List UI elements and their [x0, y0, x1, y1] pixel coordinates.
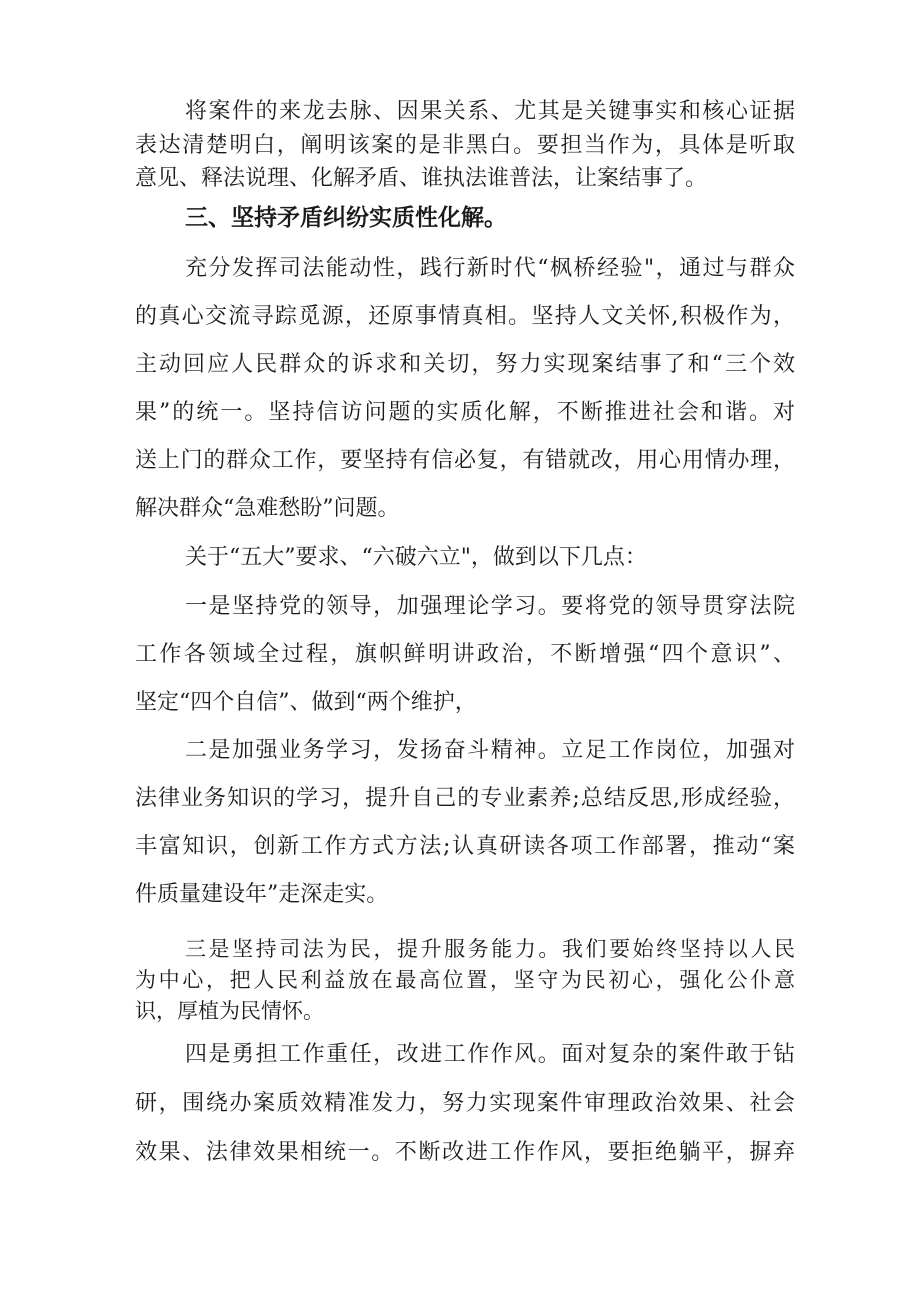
para6-line-2: 为中心，把人民利益放在最高位置，坚守为民初心，强化公仆意: [135, 968, 795, 992]
para2-line-1: 充分发挥司法能动性，践行新时代“枫桥经验"，通过与群众: [185, 256, 795, 281]
para7-line-3: 效果、法律效果相统一。不断改进工作作风，要拒绝躺平，摒弃: [135, 1140, 795, 1165]
para2-line-5: 送上门的群众工作，要坚持有信必复，有错就改，用心用情办理，: [135, 448, 795, 473]
para6-line-1: 三是坚持司法为民，提升服务能力。我们要始终坚持以人民: [185, 937, 795, 961]
para4-line-3: 坚定“四个自信”、做到“两个维护，: [135, 690, 477, 715]
para2-line-2: 的真心交流寻踪觅源，还原事情真相。坚持人文关怀,积极作为，: [135, 304, 795, 329]
para4-line-1: 一是坚持党的领导，加强理论学习。要将党的领导贯穿法院: [185, 594, 795, 619]
section-heading-3: 三、坚持矛盾纠纷实质性化解。: [185, 205, 507, 231]
para2-line-4: 果”的统一。坚持信访问题的实质化解，不断推进社会和谐。对: [135, 400, 795, 425]
para5-line-2: 法律业务知识的学习，提升自己的专业素养;总结反思,形成经验，: [135, 786, 795, 811]
para7-line-1: 四是勇担工作重任，改进工作作风。面对复杂的案件敢于钻: [185, 1042, 795, 1067]
para5-line-4: 件质量建设年”走深走实。: [135, 882, 389, 907]
para5-line-3: 丰富知识，创新工作方式方法;认真研读各项工作部署，推动“案: [135, 834, 795, 859]
para1-line-2: 表达清楚明白，阐明该案的是非黑白。要担当作为，具体是听取: [135, 133, 795, 158]
para2-line-6: 解决群众“急难愁盼”问题。: [135, 496, 400, 521]
para3-line-1: 关于“五大”要求、“六破六立"，做到以下几点：: [185, 545, 647, 570]
para7-line-2: 研，围绕办案质效精准发力，努力实现案件审理政治效果、社会: [135, 1091, 795, 1116]
para4-line-2: 工作各领域全过程，旗帜鲜明讲政治，不断增强“四个意识”、: [135, 642, 795, 667]
para5-line-1: 二是加强业务学习，发扬奋斗精神。立足工作岗位，加强对: [185, 738, 795, 763]
para2-line-3: 主动回应人民群众的诉求和关切，努力实现案结事了和“三个效: [135, 352, 795, 377]
para1-line-3: 意见、释法说理、化解矛盾、谁执法谁普法，让案结事了。: [135, 166, 708, 191]
para1-line-1: 将案件的来龙去脉、因果关系、尤其是关键事实和核心证据: [185, 99, 795, 124]
para6-line-3: 识，厚植为民情怀。: [135, 999, 324, 1023]
